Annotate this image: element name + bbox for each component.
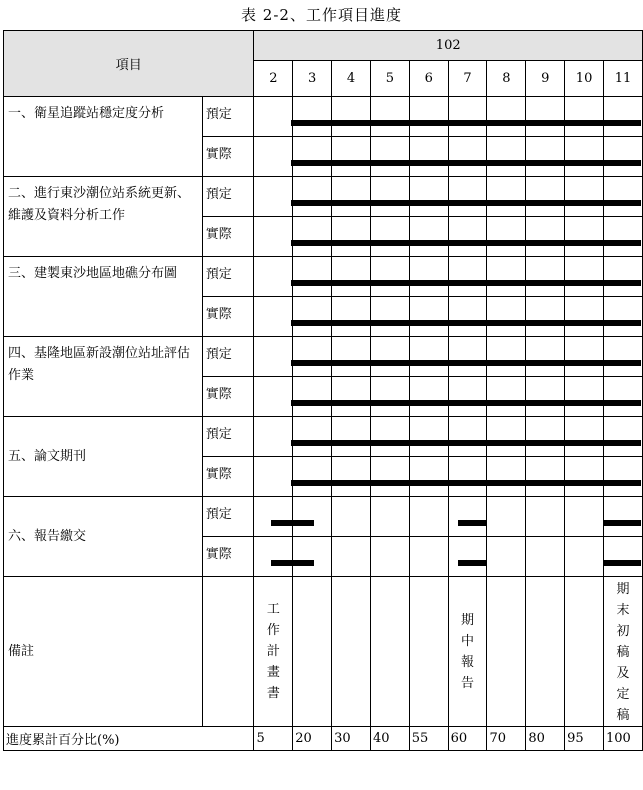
remark-month7: 期中報告: [461, 612, 475, 691]
progress-value: 80: [526, 727, 565, 751]
progress-label: 進度累計百分比(%): [4, 727, 254, 751]
planned-label: 預定: [202, 257, 254, 297]
remark-month11: 期末初稿及定稿: [616, 582, 630, 723]
item-header: 項目: [4, 31, 254, 97]
actual-schedule-bar: [458, 560, 487, 566]
month-header: 3: [293, 61, 332, 97]
planned-label: 預定: [202, 417, 254, 457]
actual-schedule-bar: [291, 480, 641, 486]
progress-table: [3, 30, 643, 751]
progress-value: 95: [565, 727, 604, 751]
actual-label: 實際: [202, 217, 254, 257]
actual-schedule-bar: [291, 160, 641, 166]
year-header: 102: [254, 31, 643, 61]
actual-schedule-bar: [291, 240, 641, 246]
task-name: 四、基隆地區新設潮位站址評估作業: [4, 337, 203, 417]
planned-schedule-bar: [291, 360, 641, 366]
planned-schedule-bar: [271, 520, 314, 526]
planned-schedule-bar: [458, 520, 487, 526]
remark-month2: 工作計畫書: [266, 602, 280, 701]
progress-value: 20: [293, 727, 332, 751]
planned-schedule-bar: [291, 280, 641, 286]
progress-value: 30: [332, 727, 371, 751]
planned-schedule-bar: [291, 200, 641, 206]
progress-value: 70: [487, 727, 526, 751]
month-header: 7: [448, 61, 487, 97]
planned-label: 預定: [202, 337, 254, 377]
task-name: 一、衛星追蹤站穩定度分析: [4, 97, 203, 177]
actual-label: 實際: [202, 537, 254, 577]
month-header: 6: [409, 61, 448, 97]
month-header: 5: [370, 61, 409, 97]
month-header: 10: [565, 61, 604, 97]
task-name: 三、建製東沙地區地礁分布圖: [4, 257, 203, 337]
month-header: 11: [604, 61, 643, 97]
planned-label: 預定: [202, 97, 254, 137]
task-name: 五、論文期刊: [4, 417, 203, 497]
actual-schedule-bar: [291, 320, 641, 326]
task-name: 二、進行東沙潮位站系統更新、維護及資料分析工作: [4, 177, 203, 257]
actual-label: 實際: [202, 137, 254, 177]
month-header: 2: [254, 61, 293, 97]
task-name: 六、報告繳交: [4, 497, 203, 577]
actual-label: 實際: [202, 377, 254, 417]
actual-schedule-bar: [291, 400, 641, 406]
actual-schedule-bar: [603, 560, 641, 566]
progress-value: 55: [409, 727, 448, 751]
planned-label: 預定: [202, 177, 254, 217]
actual-label: 實際: [202, 297, 254, 337]
table-title: 表 2-2、工作項目進度: [241, 6, 402, 24]
planned-schedule-bar: [291, 440, 641, 446]
progress-value: 60: [448, 727, 487, 751]
progress-value: 5: [254, 727, 293, 751]
progress-value: 40: [370, 727, 409, 751]
month-header: 9: [526, 61, 565, 97]
remarks-label: 備註: [4, 577, 203, 727]
progress-value: 100: [604, 727, 643, 751]
month-header: 8: [487, 61, 526, 97]
month-header: 4: [332, 61, 371, 97]
planned-schedule-bar: [603, 520, 641, 526]
actual-label: 實際: [202, 457, 254, 497]
planned-schedule-bar: [291, 120, 641, 126]
planned-label: 預定: [202, 497, 254, 537]
actual-schedule-bar: [271, 560, 314, 566]
